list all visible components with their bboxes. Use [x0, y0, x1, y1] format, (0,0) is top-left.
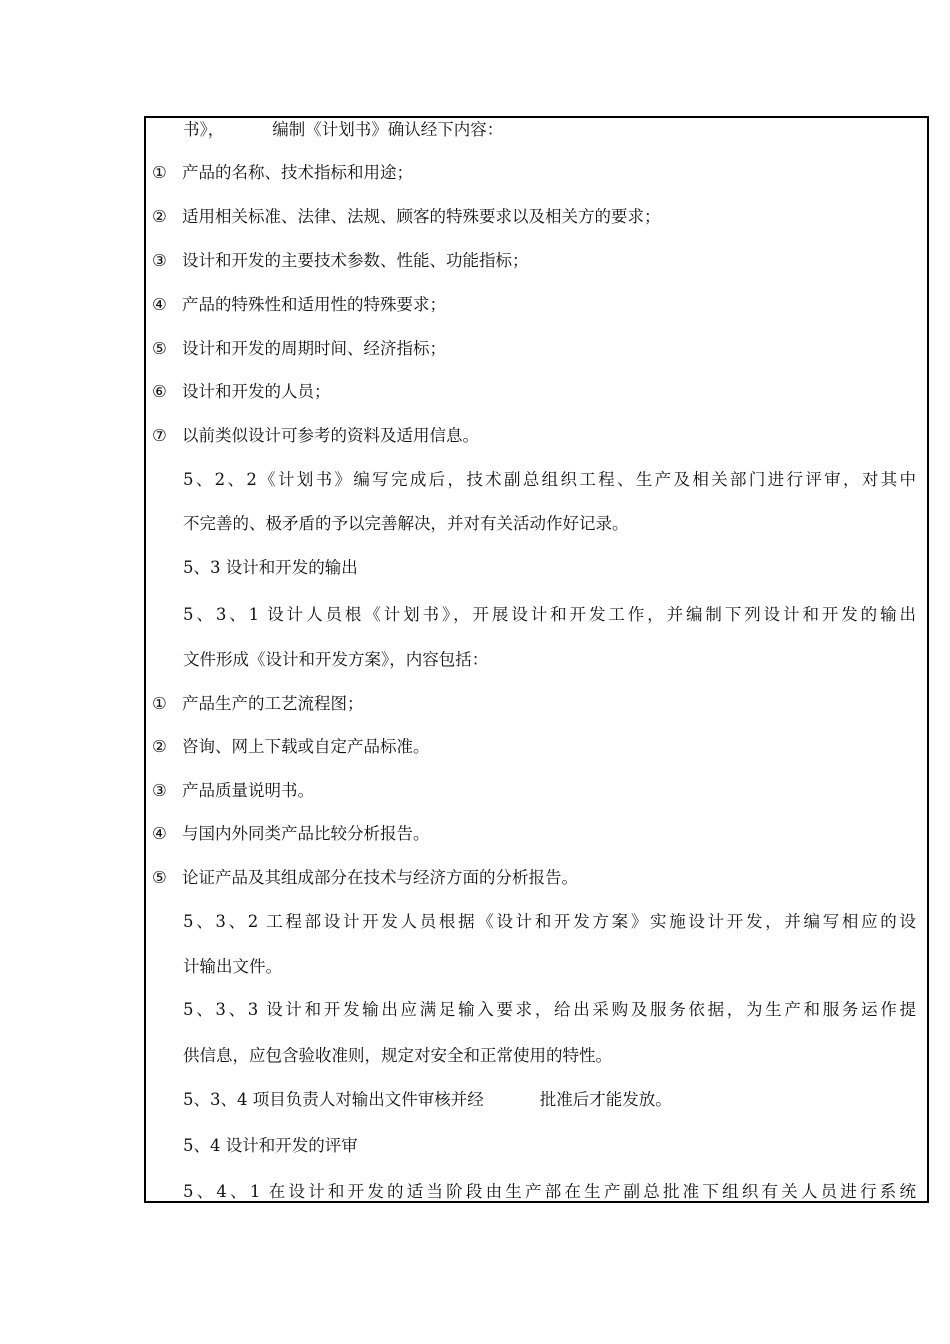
- list-text: 与国内外同类产品比较分析报告。: [182, 824, 430, 843]
- text-line: [183, 119, 503, 141]
- text-fragment: 批准后才能发放。: [539, 1090, 672, 1109]
- list-item: [152, 425, 479, 447]
- paragraph-line: 5、4、1 在设计和开发的适当阶段由生产部在生产副总批准下组织有关人员进行系统: [183, 1182, 916, 1201]
- list-number: ④: [152, 824, 167, 843]
- paragraph-line: 文件形成《设计和开发方案》，内容包括：: [183, 650, 489, 669]
- list-item: [152, 736, 430, 758]
- section-heading: 5、3 设计和开发的输出: [183, 558, 358, 577]
- list-text: 产品的特殊性和适用性的特殊要求；: [182, 295, 446, 314]
- list-number: ②: [152, 207, 167, 226]
- list-number: ⑤: [152, 868, 167, 887]
- list-item: [152, 162, 413, 184]
- list-item: [152, 693, 364, 715]
- list-text: 产品质量说明书。: [182, 781, 314, 800]
- list-item: [152, 206, 661, 228]
- list-text: 论证产品及其组成部分在技术与经济方面的分析报告。: [182, 868, 578, 887]
- paragraph-line: 供信息，应包含验收准则，规定对安全和正常使用的特性。: [183, 1046, 612, 1065]
- list-number: ①: [152, 694, 167, 713]
- section-heading: 5、4 设计和开发的评审: [183, 1136, 358, 1155]
- list-item: [152, 823, 430, 845]
- list-number: ③: [152, 781, 167, 800]
- list-text: 设计和开发的主要技术参数、性能、功能指标；: [182, 251, 529, 270]
- list-text: 产品生产的工艺流程图；: [182, 694, 364, 713]
- list-number: ①: [152, 163, 167, 182]
- paragraph-line: 不完善的、极矛盾的予以完善解决，并对有关活动作好记录。: [183, 514, 629, 533]
- list-item: [152, 250, 529, 272]
- paragraph-line: [183, 1089, 672, 1111]
- text-fragment: 编制《计划书》确认经下内容：: [272, 120, 504, 139]
- list-number: ④: [152, 295, 167, 314]
- paragraph-line: 5、3、1 设计人员根《计划书》，开展设计和开发工作，并编制下列设计和开发的输出: [183, 605, 916, 624]
- list-text: 以前类似设计可参考的资料及适用信息。: [182, 426, 479, 445]
- list-text: 设计和开发的周期时间、经济指标；: [182, 339, 446, 358]
- list-number: ③: [152, 251, 167, 270]
- list-item: [152, 381, 331, 403]
- paragraph-line: 5、3、2 工程部设计开发人员根据《设计和开发方案》实施设计开发，并编写相应的设: [183, 912, 916, 931]
- list-item: [152, 338, 446, 360]
- list-text: 咨询、网上下载或自定产品标准。: [182, 737, 430, 756]
- paragraph-line: 5、2、2《计划书》编写完成后，技术副总组织工程、生产及相关部门进行评审，对其中: [183, 470, 916, 489]
- paragraph-line: 计输出文件。: [183, 957, 282, 976]
- text-fragment: 书》，: [183, 120, 225, 139]
- list-text: 设计和开发的人员；: [182, 382, 331, 401]
- list-text: 产品的名称、技术指标和用途；: [182, 163, 413, 182]
- list-item: [152, 780, 314, 802]
- list-number: ②: [152, 737, 167, 756]
- paragraph-line: 5、3、3 设计和开发输出应满足输入要求，给出采购及服务依据，为生产和服务运作提: [183, 1000, 916, 1019]
- list-number: ⑥: [152, 382, 167, 401]
- list-item: [152, 294, 446, 316]
- list-item: [152, 867, 578, 889]
- list-number: ⑦: [152, 426, 167, 445]
- text-fragment: 5、3、4 项目负责人对输出文件审核并经: [183, 1090, 484, 1109]
- list-text: 适用相关标准、法律、法规、顾客的特殊要求以及相关方的要求；: [182, 207, 661, 226]
- list-number: ⑤: [152, 339, 167, 358]
